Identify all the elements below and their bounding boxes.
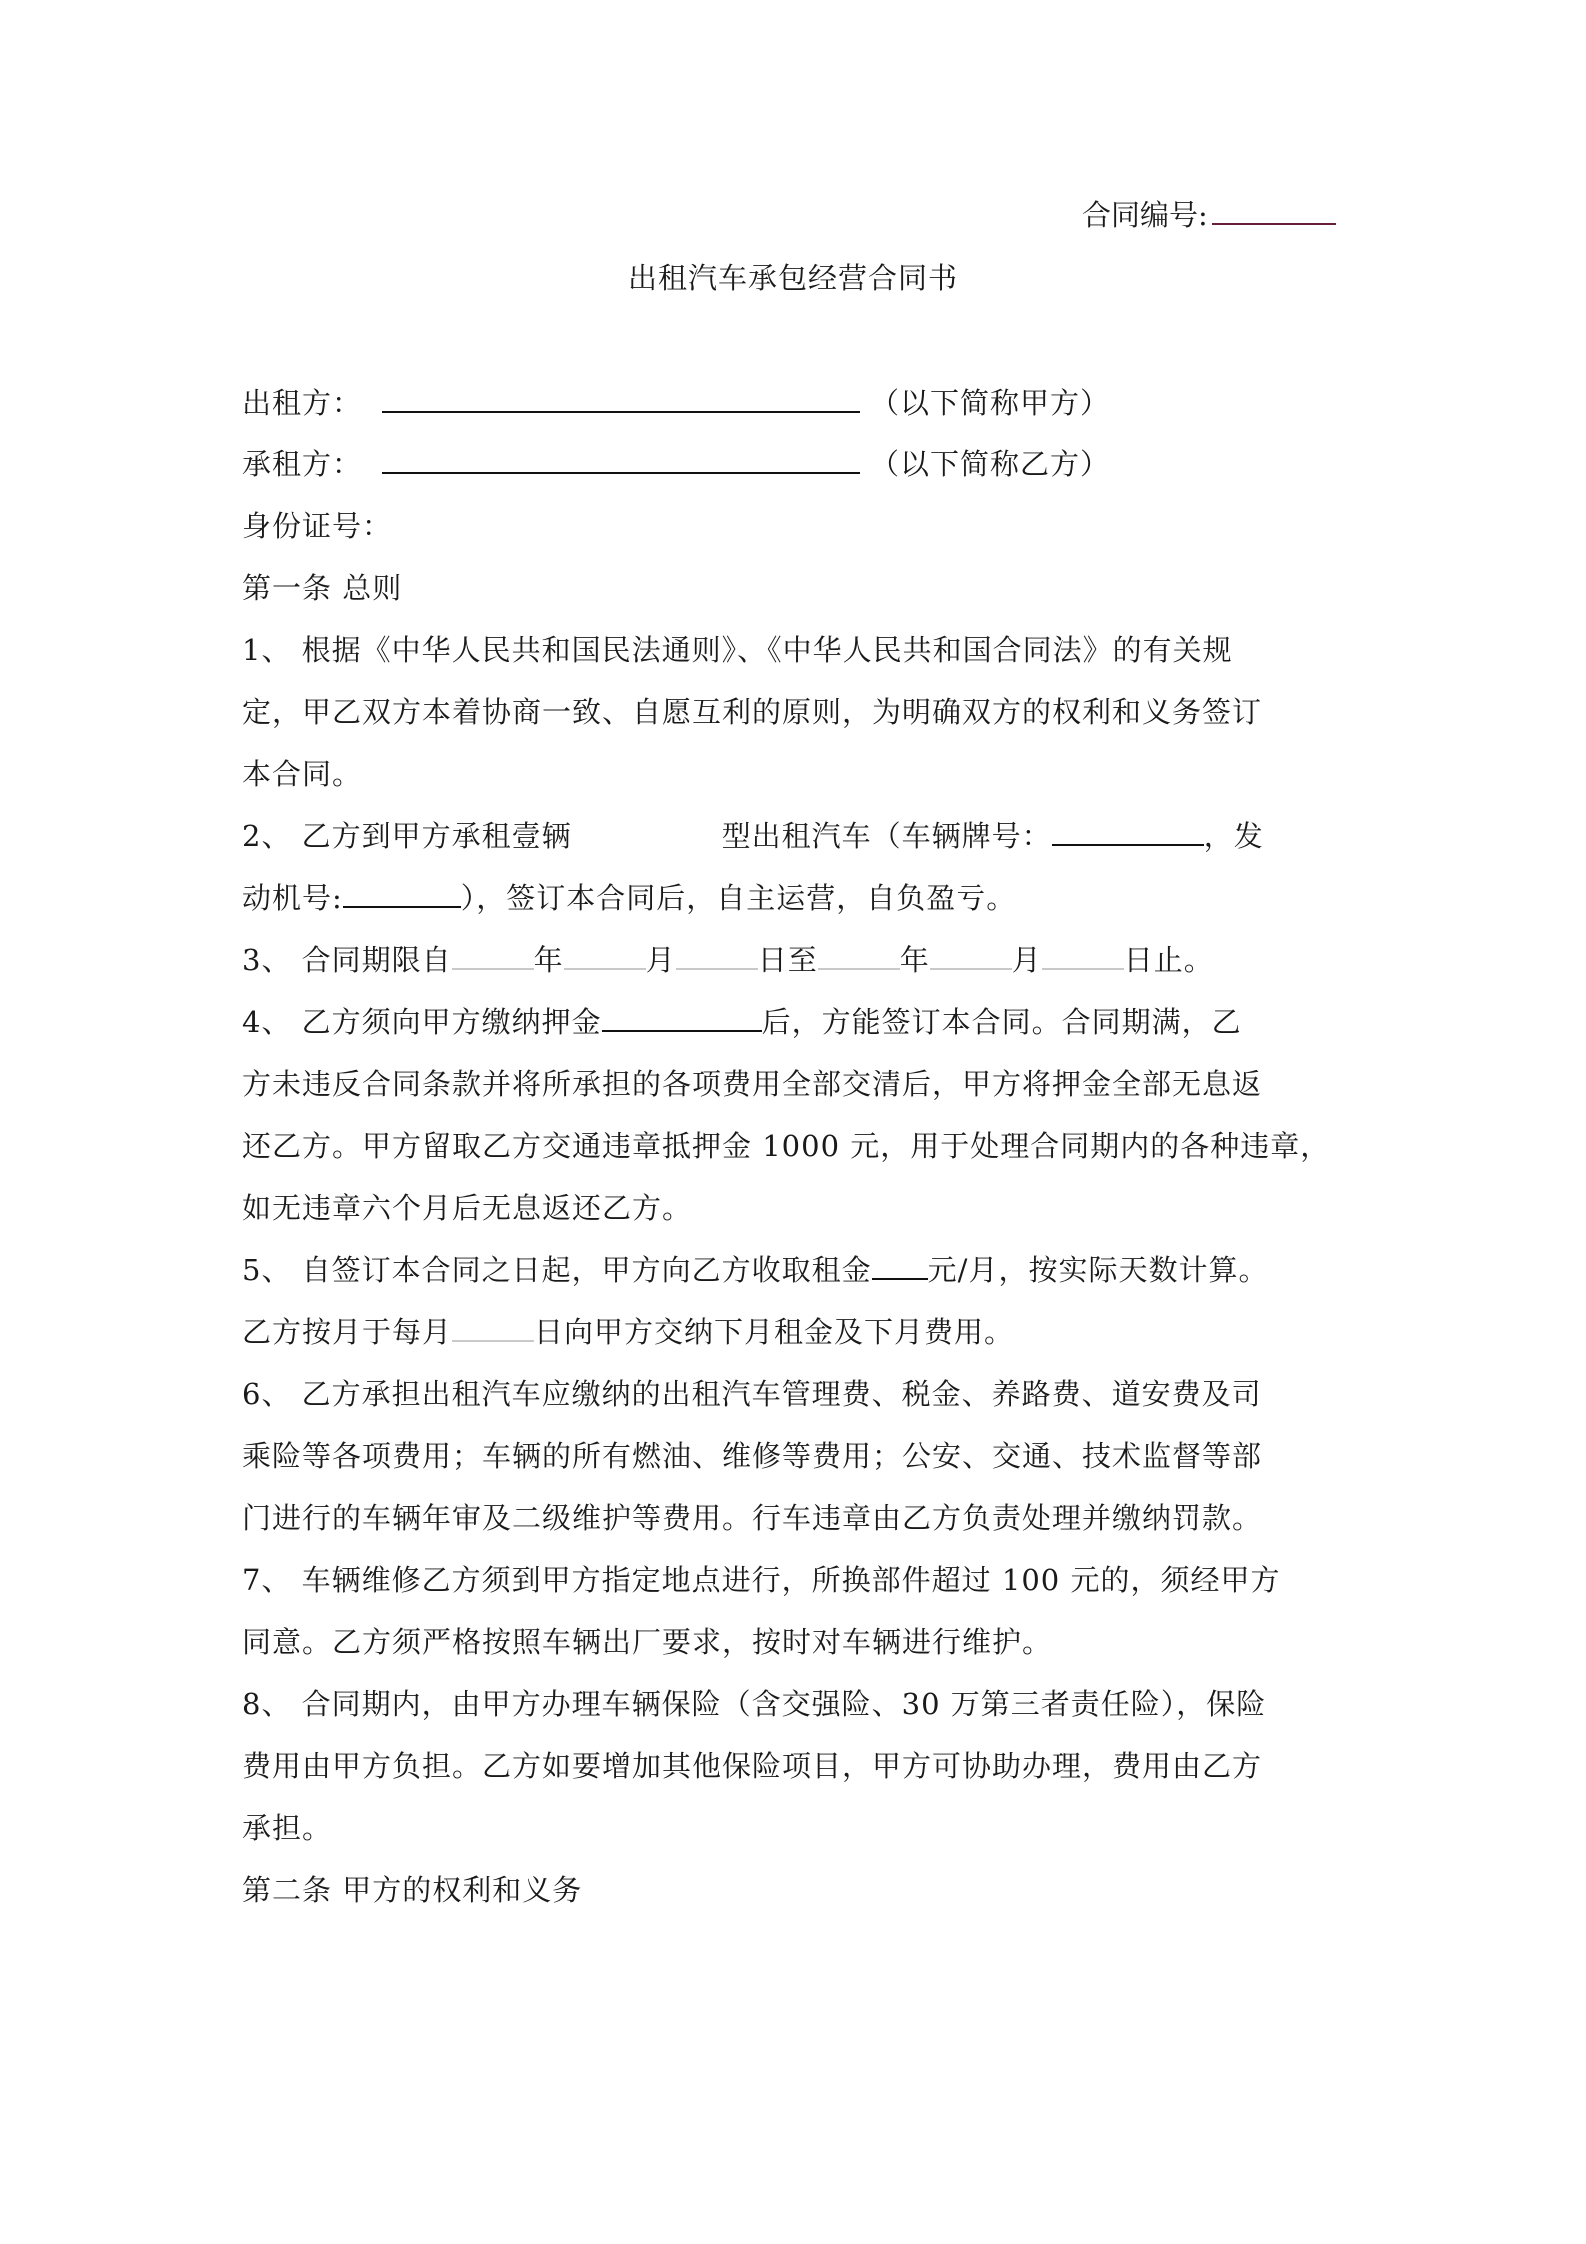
- year-label: 年: [533, 943, 564, 977]
- id-number-label: 身份证号：: [242, 509, 393, 543]
- clause-2-text-d: 动机号:: [242, 881, 343, 915]
- month-label: 月: [1011, 943, 1042, 977]
- lessee-suffix: （以下简称乙方）: [870, 447, 1111, 481]
- contract-number-field[interactable]: [1212, 197, 1336, 225]
- day-to-label: 日至: [757, 943, 818, 977]
- lessor-field[interactable]: [382, 387, 860, 413]
- clause-2-text-b: 型出租汽车（车辆牌号：: [721, 819, 1052, 853]
- clause-5-text-b: 元/月，按实际天数计算。: [927, 1253, 1269, 1287]
- clause-3-text: 3、 合同期限自: [242, 943, 452, 977]
- day-end-label: 日止。: [1123, 943, 1214, 977]
- contract-number-label: 合同编号:: [1082, 198, 1208, 232]
- clause-1-line-1: 1、 根据《中华人民共和国民法通则》、《中华人民共和国合同法》的有关规: [242, 633, 1233, 667]
- deposit-field[interactable]: [602, 1006, 762, 1032]
- clause-5-text-c: 乙方按月于每月: [242, 1315, 453, 1349]
- month-label: 月: [645, 943, 676, 977]
- clause-5-line-1: [242, 1250, 1268, 1290]
- id-number-line: [242, 506, 392, 546]
- clause-4-line-2: 方未违反合同条款并将所承担的各项费用全部交清后，甲方将押金全部无息返: [242, 1067, 1263, 1101]
- clause-2-line-1: [242, 816, 1264, 856]
- clause-1-line-3: 本合同。: [242, 757, 363, 791]
- section-1-heading: 第一条 总则: [242, 571, 403, 605]
- clause-6-line-2: 乘险等各项费用；车辆的所有燃油、维修等费用；公安、交通、技术监督等部: [242, 1439, 1263, 1473]
- clause-5-text-d: 日向甲方交纳下月租金及下月费用。: [534, 1315, 1015, 1349]
- end-month-field[interactable]: [930, 944, 1012, 970]
- clause-8-line-2: 费用由甲方负担。乙方如要增加其他保险项目，甲方可协助办理，费用由乙方: [242, 1749, 1263, 1783]
- document-title: 出租汽车承包经营合同书: [627, 261, 958, 295]
- clause-4-line-4: 如无违章六个月后无息返还乙方。: [242, 1191, 693, 1225]
- year-label: 年: [899, 943, 930, 977]
- lessor-label: 出租方：: [242, 386, 363, 420]
- lessee-line: [242, 444, 1110, 484]
- clause-6-line-1: 6、 乙方承担出租汽车应缴纳的出租汽车管理费、税金、养路费、道安费及司: [242, 1377, 1262, 1411]
- start-month-field[interactable]: [564, 944, 646, 970]
- clause-7-line-2: 同意。乙方须严格按照车辆出厂要求，按时对车辆进行维护。: [242, 1625, 1053, 1659]
- lessor-line: [242, 383, 1110, 423]
- clause-2-text-e: ），签订本合同后，自主运营，自负盈亏。: [460, 881, 1017, 915]
- end-day-field[interactable]: [1042, 944, 1124, 970]
- payment-day-field[interactable]: [452, 1316, 534, 1342]
- lessor-suffix: （以下简称甲方）: [870, 386, 1111, 420]
- clause-4-line-3: 还乙方。甲方留取乙方交通违章抵押金 1000 元，用于处理合同期内的各种违章，: [242, 1129, 1331, 1163]
- lessee-label: 承租方：: [242, 447, 363, 481]
- clause-2-line-2: [242, 878, 1016, 918]
- clause-4-text-a: 4、 乙方须向甲方缴纳押金: [242, 1005, 602, 1039]
- clause-8-line-1: 8、 合同期内，由甲方办理车辆保险（含交强险、30 万第三者责任险），保险: [242, 1687, 1267, 1721]
- clause-6-line-3: 门进行的车辆年审及二级维护等费用。行车违章由乙方负责处理并缴纳罚款。: [242, 1501, 1263, 1535]
- engine-number-field[interactable]: [343, 882, 461, 908]
- clause-4-text-b: 后，方能签订本合同。合同期满，乙: [761, 1005, 1242, 1039]
- clause-5-text-a: 5、 自签订本合同之日起，甲方向乙方收取租金: [242, 1253, 872, 1287]
- plate-number-field[interactable]: [1052, 820, 1204, 846]
- clause-2-text-a: 2、 乙方到甲方承租壹辆: [242, 819, 572, 853]
- clause-2-text-c: ，发: [1203, 819, 1264, 853]
- rent-field[interactable]: [872, 1254, 928, 1280]
- clause-4-line-1: [242, 1002, 1242, 1042]
- clause-7-line-1: 7、 车辆维修乙方须到甲方指定地点进行，所换部件超过 100 元的，须经甲方: [242, 1563, 1281, 1597]
- clause-3-line: [242, 940, 1214, 980]
- end-year-field[interactable]: [818, 944, 900, 970]
- section-2-heading: 第二条 甲方的权利和义务: [242, 1873, 583, 1907]
- clause-1-line-2: 定，甲乙双方本着协商一致、自愿互利的原则，为明确双方的权利和义务签订: [242, 695, 1263, 729]
- start-day-field[interactable]: [676, 944, 758, 970]
- start-year-field[interactable]: [452, 944, 534, 970]
- clause-8-line-3: 承担。: [242, 1811, 333, 1845]
- lessee-field[interactable]: [382, 448, 860, 474]
- clause-5-line-2: [242, 1312, 1014, 1352]
- contract-number: [1082, 195, 1336, 235]
